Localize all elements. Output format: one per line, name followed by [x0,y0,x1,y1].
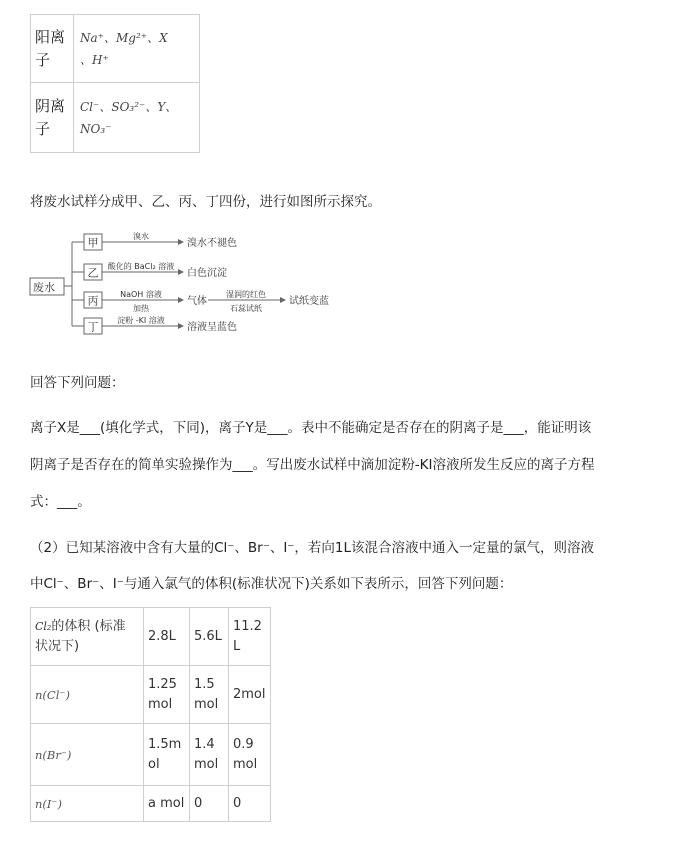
experiment-diagram [28,228,348,344]
chlorine-table-cell: 2mol [229,666,271,724]
diagram-sample-yi: 乙 [87,266,99,280]
chlorine-table-cell: 0 [229,786,271,822]
question-prompt: 回答下列问题： [30,375,125,391]
chlorine-table-cell: 1.5m ol [144,724,190,786]
table-row [31,83,200,153]
chlorine-table-cell: 0 [190,786,229,822]
diagram-reagent-ding: 淀粉 -KI 溶液 [117,316,165,325]
diagram-source: 废水 [33,281,55,294]
q1-line3: 式：___。 [30,494,91,510]
ion-table-header-anion: 阴离 子 [31,83,74,153]
chlorine-table-label-i: n(I⁻) [31,786,144,822]
q1-line1: 离子X是___(填化学式，下同)，离子Y是___。表中不能确定是否存在的阴离子是___，能证明该 [30,420,592,436]
diagram-result2-bing: 试纸变蓝 [289,296,329,307]
chlorine-table-cell: 0.9 mol [229,724,271,786]
diagram-result-yi: 白色沉淀 [187,268,227,279]
chlorine-table [30,607,271,822]
chlorine-table-cell: 1.25 mol [144,666,190,724]
chlorine-table-cell: 1.5 mol [190,666,229,724]
diagram-reagent2-bing-sub: 石蕊试纸 [230,304,262,313]
q2-line1: （2）已知某溶液中含有大量的Cl⁻、Br⁻、I⁻，若向1L该混合溶液中通入一定量的氯气，则溶液 [30,540,595,556]
q1-line2: 阴离子是否存在的简单实验操作为___。写出废水试样中滴加淀粉-KI溶液所发生反应的离子方程 [30,457,595,473]
diagram-reagent-jia: 溴水 [133,232,149,241]
intro-text: 将废水试样分成甲、乙、丙、丁四份，进行如图所示探究。 [30,194,381,210]
diagram-sample-ding: 丁 [87,320,99,334]
ion-table [30,14,200,153]
diagram-reagent-yi: 酸化的 BaCl₂ 溶液 [107,262,175,271]
chlorine-table-cell: 1.4 mol [190,724,229,786]
diagram-sample-bing: 丙 [87,294,99,308]
diagram-sample-jia: 甲 [87,236,99,250]
chlorine-table-cell: a mol [144,786,190,822]
ion-table-header-cation: 阳离 子 [31,15,74,83]
diagram-result-jia: 溴水不褪色 [187,238,237,249]
table-row [31,15,200,83]
chlorine-table-label-cl: n(Cl⁻) [31,666,144,724]
table-row [31,786,271,822]
diagram-result-bing: 气体 [187,296,207,307]
table-row [31,608,271,666]
diagram-reagent2-bing: 湿润的红色 [226,290,266,299]
ion-table-anion-values: Cl⁻、SO₃²⁻、Y、 NO₃⁻ [74,83,200,153]
chlorine-table-header-v3: 11.2 L [229,608,271,666]
table-row [31,666,271,724]
diagram-result-ding: 溶液呈蓝色 [187,322,237,333]
chlorine-table-header-v2: 5.6L [190,608,229,666]
diagram-reagent-bing: NaOH 溶液 [120,290,162,299]
table-row [31,724,271,786]
q2-line2: 中Cl⁻、Br⁻、I⁻与通入氯气的体积(标准状况下)关系如下表所示，回答下列问题： [30,576,513,592]
chlorine-table-header-label: Cl₂的体积 (标准 状况下) [31,608,144,666]
chlorine-table-label-br: n(Br⁻) [31,724,144,786]
ion-table-cation-values: Na⁺、Mg²⁺、X 、H⁺ [74,15,200,83]
chlorine-table-header-v1: 2.8L [144,608,190,666]
diagram-reagent-bing-sub: 加热 [133,304,149,313]
